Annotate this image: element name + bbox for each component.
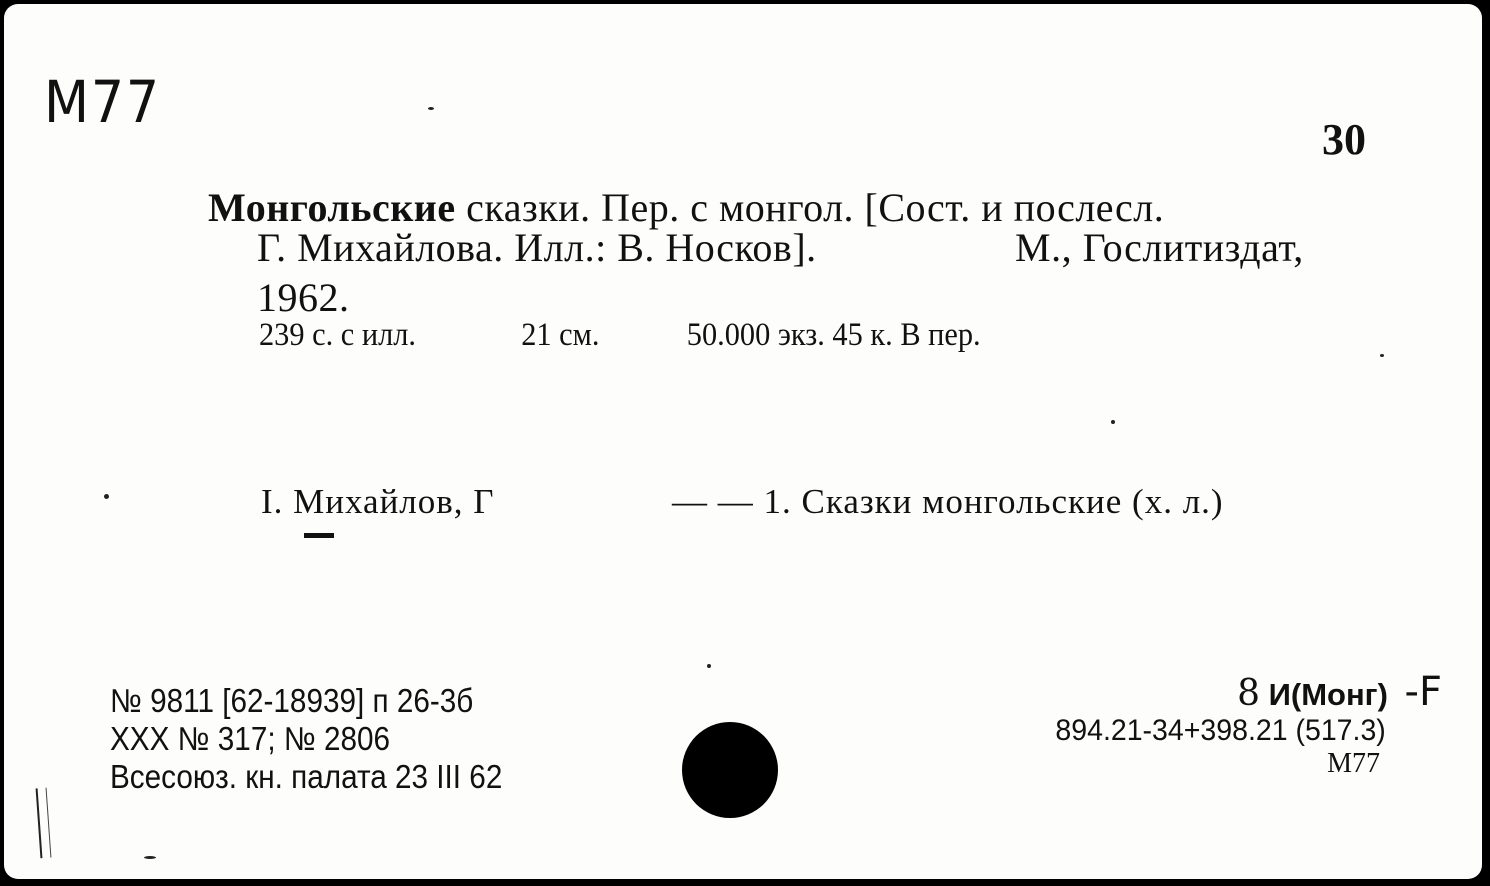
catalog-card bbox=[4, 4, 1482, 879]
subject-tracing: — — 1. Сказки монгольские (х. л.) bbox=[672, 482, 1224, 521]
added-entry-tracing: I. Михайлов, Г bbox=[261, 482, 495, 521]
classification-suffix: -F bbox=[1404, 669, 1442, 715]
speck bbox=[707, 664, 711, 668]
pencil-stroke bbox=[36, 788, 52, 859]
classification-prefix: 8 bbox=[1237, 673, 1260, 714]
shelf-mark: М77 bbox=[1327, 748, 1380, 779]
udc-code: 894.21-34+398.21 (517.3) bbox=[1055, 714, 1386, 747]
classification-code: И(Монг) bbox=[1268, 677, 1388, 712]
collation-pages: 239 с. с илл. bbox=[259, 317, 416, 353]
speck bbox=[1380, 354, 1384, 357]
footer-left-line-3: Всесоюз. кн. палата 23 III 62 bbox=[110, 758, 503, 795]
collation-size: 21 см. bbox=[521, 317, 600, 353]
entry-line-3: 1962. bbox=[257, 275, 350, 320]
card-number: 30 bbox=[1322, 115, 1366, 164]
entry-line-2-left: Г. Михайлова. Илл.: В. Носков]. bbox=[257, 225, 817, 270]
speck bbox=[428, 107, 434, 110]
punch-hole bbox=[682, 722, 778, 818]
handwritten-shelf-code: М77 bbox=[44, 68, 161, 136]
collation-line bbox=[259, 317, 981, 354]
collation-print-run: 50.000 экз. 45 к. В пер. bbox=[686, 317, 981, 353]
footer-left-line-1: № 9811 [62-18939] п 26-3б bbox=[110, 682, 474, 719]
footer-left bbox=[110, 682, 502, 796]
speck bbox=[104, 494, 109, 499]
speck bbox=[144, 856, 156, 859]
footer-left-line-2: XXX № 317; № 2806 bbox=[110, 720, 391, 757]
entry-line-1-rest: сказки. Пер. с монгол. [Сост. и послесл. bbox=[466, 185, 1165, 230]
speck bbox=[1111, 420, 1115, 424]
classification-mark bbox=[1237, 669, 1442, 715]
entry-line-2-right: М., Гослитиздат, bbox=[1015, 225, 1304, 270]
underline-mark bbox=[304, 533, 334, 538]
entry-title-bold: Монгольские bbox=[208, 185, 456, 230]
